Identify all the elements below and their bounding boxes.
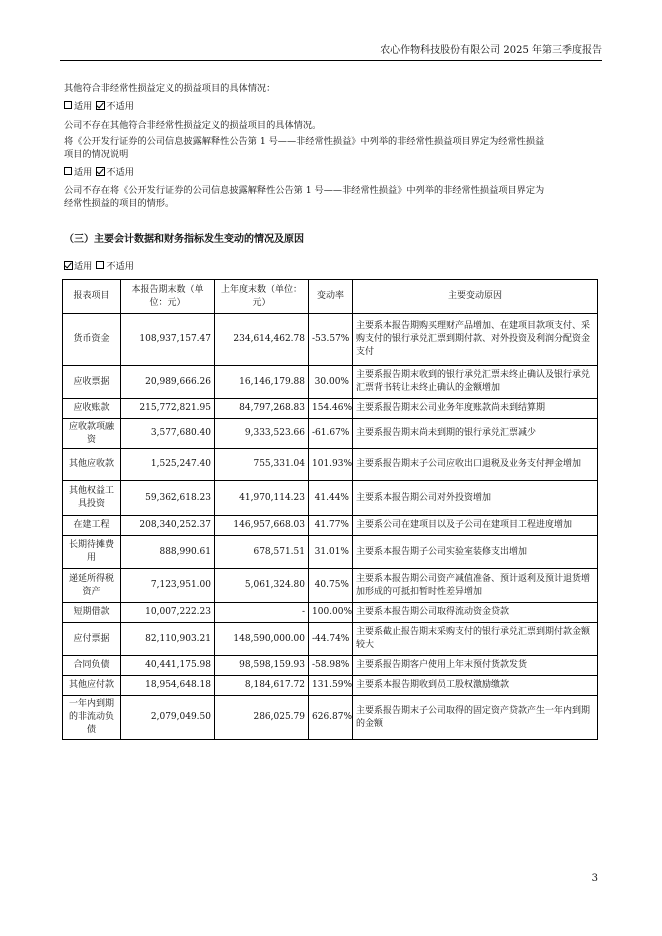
change-rate-cell: -44.74% [309, 623, 353, 656]
previous-value-cell: 84,797,268.83 [215, 399, 309, 419]
reason-cell: 主要系报告期客户使用上年末预付货款发货 [353, 656, 598, 676]
table-row [63, 569, 598, 603]
change-rate-cell: -61.67% [309, 419, 353, 449]
col-header-current: 本报告期末数（单位：元） [121, 280, 215, 314]
other-items-options [64, 100, 604, 113]
item-cell: 一年内到期的非流动负债 [63, 696, 121, 740]
current-value-cell: 2,079,049.50 [121, 696, 215, 740]
change-rate-cell: 40.75% [309, 569, 353, 603]
table-row [63, 656, 598, 676]
table-row [63, 314, 598, 366]
previous-value-cell: 234,614,462.78 [215, 314, 309, 366]
previous-value-cell: 678,571.51 [215, 536, 309, 569]
reason-cell: 主要系报告期末公司业务年度账款尚未到结算期 [353, 399, 598, 419]
change-rate-cell: 30.00% [309, 366, 353, 399]
item-cell: 应收票据 [63, 366, 121, 399]
change-rate-cell: 101.93% [309, 449, 353, 481]
previous-value-cell: 146,957,668.03 [215, 516, 309, 536]
col-header-previous: 上年度末数（单位：元） [215, 280, 309, 314]
table-row [63, 419, 598, 449]
item-cell: 应收账款 [63, 399, 121, 419]
recurring-title-line1: 将《公开发行证券的公司信息披露解释性公告第 1 号——非经常性损益》中列举的非经常性损益项目界定为经常性损益 [64, 136, 545, 147]
table-row [63, 696, 598, 740]
change-rate-cell: -58.98% [309, 656, 353, 676]
item-cell: 在建工程 [63, 516, 121, 536]
reason-cell: 主要系本报告期购买理财产品增加、在建项目款项支付、采购支付的银行承兑汇票到期付款、对外投资及利润分配资金支付 [353, 314, 598, 366]
option-not-applicable: 不适用 [106, 261, 134, 272]
table-row [63, 449, 598, 481]
reason-cell: 主要系公司在建项目以及子公司在建项目工程进度增加 [353, 516, 598, 536]
reason-cell: 主要系报告期末子公司取得的固定资产贷款产生一年内到期的金额 [353, 696, 598, 740]
current-value-cell: 1,525,247.40 [121, 449, 215, 481]
option-applicable: 适用 [74, 167, 93, 178]
table-row [63, 676, 598, 696]
table-row [63, 603, 598, 623]
col-header-item: 报表项目 [63, 280, 121, 314]
current-value-cell: 18,954,648.18 [121, 676, 215, 696]
current-value-cell: 108,937,157.47 [121, 314, 215, 366]
previous-value-cell: 755,331.04 [215, 449, 309, 481]
item-cell: 递延所得税资产 [63, 569, 121, 603]
previous-value-cell: 5,061,324.80 [215, 569, 309, 603]
current-value-cell: 208,340,252.37 [121, 516, 215, 536]
previous-value-cell: 148,590,000.00 [215, 623, 309, 656]
page-header [60, 44, 602, 61]
current-value-cell: 10,007,222.23 [121, 603, 215, 623]
current-value-cell: 7,123,951.00 [121, 569, 215, 603]
changes-table [62, 279, 598, 740]
reason-cell: 主要系报告期末收到的银行承兑汇票未终止确认及银行承兑汇票背书转让未终止确认的金额增加 [353, 366, 598, 399]
reason-cell: 主要系本报告期收到员工股权激励缴款 [353, 676, 598, 696]
table-row [63, 516, 598, 536]
change-rate-cell: 100.00% [309, 603, 353, 623]
option-applicable: 适用 [74, 101, 93, 112]
reason-cell: 主要系报告期末子公司应收出口退税及业务支付押金增加 [353, 449, 598, 481]
current-value-cell: 82,110,903.21 [121, 623, 215, 656]
change-rate-cell: 131.59% [309, 676, 353, 696]
previous-value-cell: 16,146,179.88 [215, 366, 309, 399]
recurring-statement-line1: 公司不存在将《公开发行证券的公司信息披露解释性公告第 1 号——非经常性损益》中列举的非经常性损益项目界定为 [64, 185, 545, 196]
current-value-cell: 20,989,666.26 [121, 366, 215, 399]
change-rate-cell: 41.77% [309, 516, 353, 536]
section-heading: （三）主要会计数据和财务指标发生变动的情况及原因 [64, 234, 304, 245]
reason-cell: 主要系本报告期公司资产减值准备、预计返利及预计退货增加形成的可抵扣暂时性差异增加 [353, 569, 598, 603]
previous-value-cell: - [215, 603, 309, 623]
item-cell: 短期借款 [63, 603, 121, 623]
checkbox-empty-icon [96, 261, 104, 269]
checkbox-empty-icon [64, 101, 72, 109]
table-row [63, 481, 598, 516]
reason-cell: 主要系本报告期公司取得流动资金贷款 [353, 603, 598, 623]
table-row [63, 536, 598, 569]
option-applicable: 适用 [74, 261, 93, 272]
item-cell: 其他权益工具投资 [63, 481, 121, 516]
recurring-title-line2: 项目的情况说明 [64, 149, 129, 160]
item-cell: 合同负债 [63, 656, 121, 676]
recurring-options [64, 166, 604, 179]
change-rate-cell: 626.87% [309, 696, 353, 740]
previous-value-cell: 9,333,523.66 [215, 419, 309, 449]
table-row [63, 366, 598, 399]
table-header-row [63, 280, 598, 314]
col-header-rate: 变动率 [309, 280, 353, 314]
checkbox-checked-icon [96, 167, 105, 176]
item-cell: 长期待摊费用 [63, 536, 121, 569]
previous-value-cell: 98,598,159.93 [215, 656, 309, 676]
item-cell: 其他应收款 [63, 449, 121, 481]
previous-value-cell: 41,970,114.23 [215, 481, 309, 516]
other-items-statement: 公司不存在其他符合非经常性损益定义的损益项目的具体情况。 [64, 120, 322, 131]
previous-value-cell: 286,025.79 [215, 696, 309, 740]
current-value-cell: 3,577,680.40 [121, 419, 215, 449]
change-rate-cell: 41.44% [309, 481, 353, 516]
change-rate-cell: 154.46% [309, 399, 353, 419]
change-rate-cell: -53.57% [309, 314, 353, 366]
current-value-cell: 215,772,821.95 [121, 399, 215, 419]
item-cell: 应付票据 [63, 623, 121, 656]
item-cell: 货币资金 [63, 314, 121, 366]
reason-cell: 主要系本报告期子公司实验室装修支出增加 [353, 536, 598, 569]
recurring-statement-line2: 经常性损益的项目的情形。 [64, 198, 175, 209]
current-value-cell: 40,441,175.98 [121, 656, 215, 676]
col-header-reason: 主要变动原因 [353, 280, 598, 314]
checkbox-checked-icon [64, 261, 73, 270]
table-row [63, 399, 598, 419]
checkbox-empty-icon [64, 167, 72, 175]
current-value-cell: 59,362,618.23 [121, 481, 215, 516]
option-not-applicable: 不适用 [106, 167, 134, 178]
current-value-cell: 888,990.61 [121, 536, 215, 569]
reason-cell: 主要系报告期末尚未到期的银行承兑汇票减少 [353, 419, 598, 449]
previous-value-cell: 8,184,617.72 [215, 676, 309, 696]
page-number: 3 [591, 873, 598, 884]
reason-cell: 主要系本报告期公司对外投资增加 [353, 481, 598, 516]
change-rate-cell: 31.01% [309, 536, 353, 569]
other-items-title: 其他符合非经常性损益定义的损益项目的具体情况： [64, 83, 276, 94]
section3-options [64, 260, 604, 273]
checkbox-checked-icon [96, 101, 105, 110]
option-not-applicable: 不适用 [106, 101, 134, 112]
table-row [63, 623, 598, 656]
reason-cell: 主要系截止报告期末采购支付的银行承兑汇票到期付款金额较大 [353, 623, 598, 656]
item-cell: 应收款项融资 [63, 419, 121, 449]
report-title: 农心作物科技股份有限公司 2025 年第三季度报告 [380, 45, 602, 56]
item-cell: 其他应付款 [63, 676, 121, 696]
